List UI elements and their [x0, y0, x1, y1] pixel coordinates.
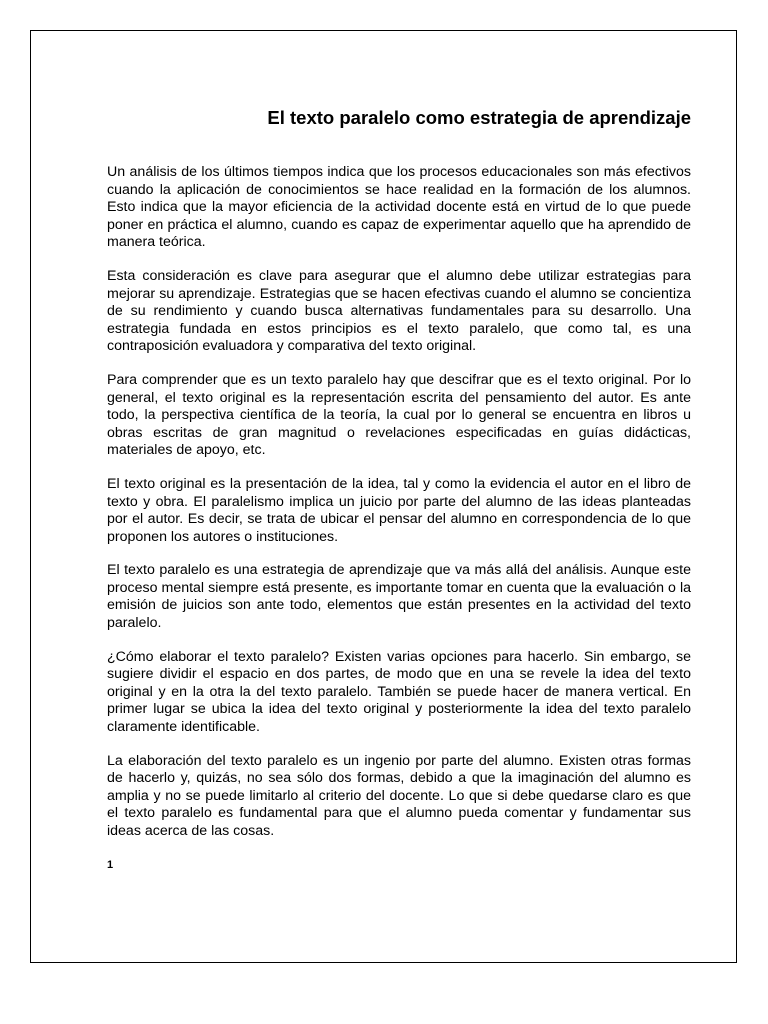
paragraph-2: Esta consideración es clave para asegurar que el alumno debe utilizar estrategias para mejorar su aprendizaje. Estrategias que se hacen efectivas cuando el alumno se concientiza de su rendimiento y cuando busca alternativas fundamentales para su desarrollo. Una estrategia fundada en estos principios es el texto paralelo, que como tal, es una contraposición evaluadora y comparativa del texto original. — [107, 267, 691, 355]
paragraph-7: La elaboración del texto paralelo es un ingenio por parte del alumno. Existen otras formas de hacerlo y, quizás, no sea sólo dos formas, debido a que la imaginación del alumno es amplia y no se puede limitarlo al criterio del docente. Lo que si debe quedarse claro es que el texto paralelo es fundamental para que el alumno pueda comentar y fundamentar sus ideas acerca de las cosas. — [107, 752, 691, 839]
paragraph-3: Para comprender que es un texto paralelo hay que descifrar que es el texto original. Por lo general, el texto original es la representación escrita del pensamiento del autor. Es ante todo, la perspectiva científica de la teoría, la cual por lo general se encuentra en libros u obras escritas de gran magnitud o revelaciones especificadas en guías didácticas, materiales de apoyo, etc. — [107, 371, 691, 459]
paragraph-5: El texto paralelo es una estrategia de aprendizaje que va más allá del análisis. Aunque este proceso mental siempre está presente, es importante tomar en cuenta que la evaluación o la emisión de juicios son ante todo, elementos que están presentes en la actividad del texto paralelo. — [107, 562, 691, 632]
document-title: El texto paralelo como estrategia de aprendizaje — [267, 107, 691, 128]
document-body — [107, 164, 691, 857]
document-page — [30, 30, 737, 963]
paragraph-6: ¿Cómo elaborar el texto paralelo? Existen varias opciones para hacerlo. Sin embargo, se sugiere dividir el espacio en dos partes, de modo que en una se revele la idea del texto original y en la otra la del texto paralelo. También se puede hacer de manera vertical. En primer lugar se ubica la idea del texto original y posteriormente la idea del texto paralelo claramente identificable. — [107, 648, 691, 736]
paragraph-1: Un análisis de los últimos tiempos indica que los procesos educacionales son más efectivos cuando la aplicación de conocimientos se hace realidad en la formación de los alumnos. Esto indica que la mayor eficiencia de la actividad docente está en virtud de lo que puede poner en práctica el alumno, cuando es capaz de experimentar aquello que ha aprendido de manera teórica. — [107, 164, 691, 251]
paragraph-4: El texto original es la presentación de la idea, tal y como la evidencia el autor en el libro de texto y obra. El paralelismo implica un juicio por parte del alumno de las ideas planteadas por el autor. Es decir, se trata de ubicar el pensar del alumno en correspondencia de lo que proponen los autores o instituciones. — [107, 475, 691, 545]
page-number: 1 — [107, 859, 114, 871]
